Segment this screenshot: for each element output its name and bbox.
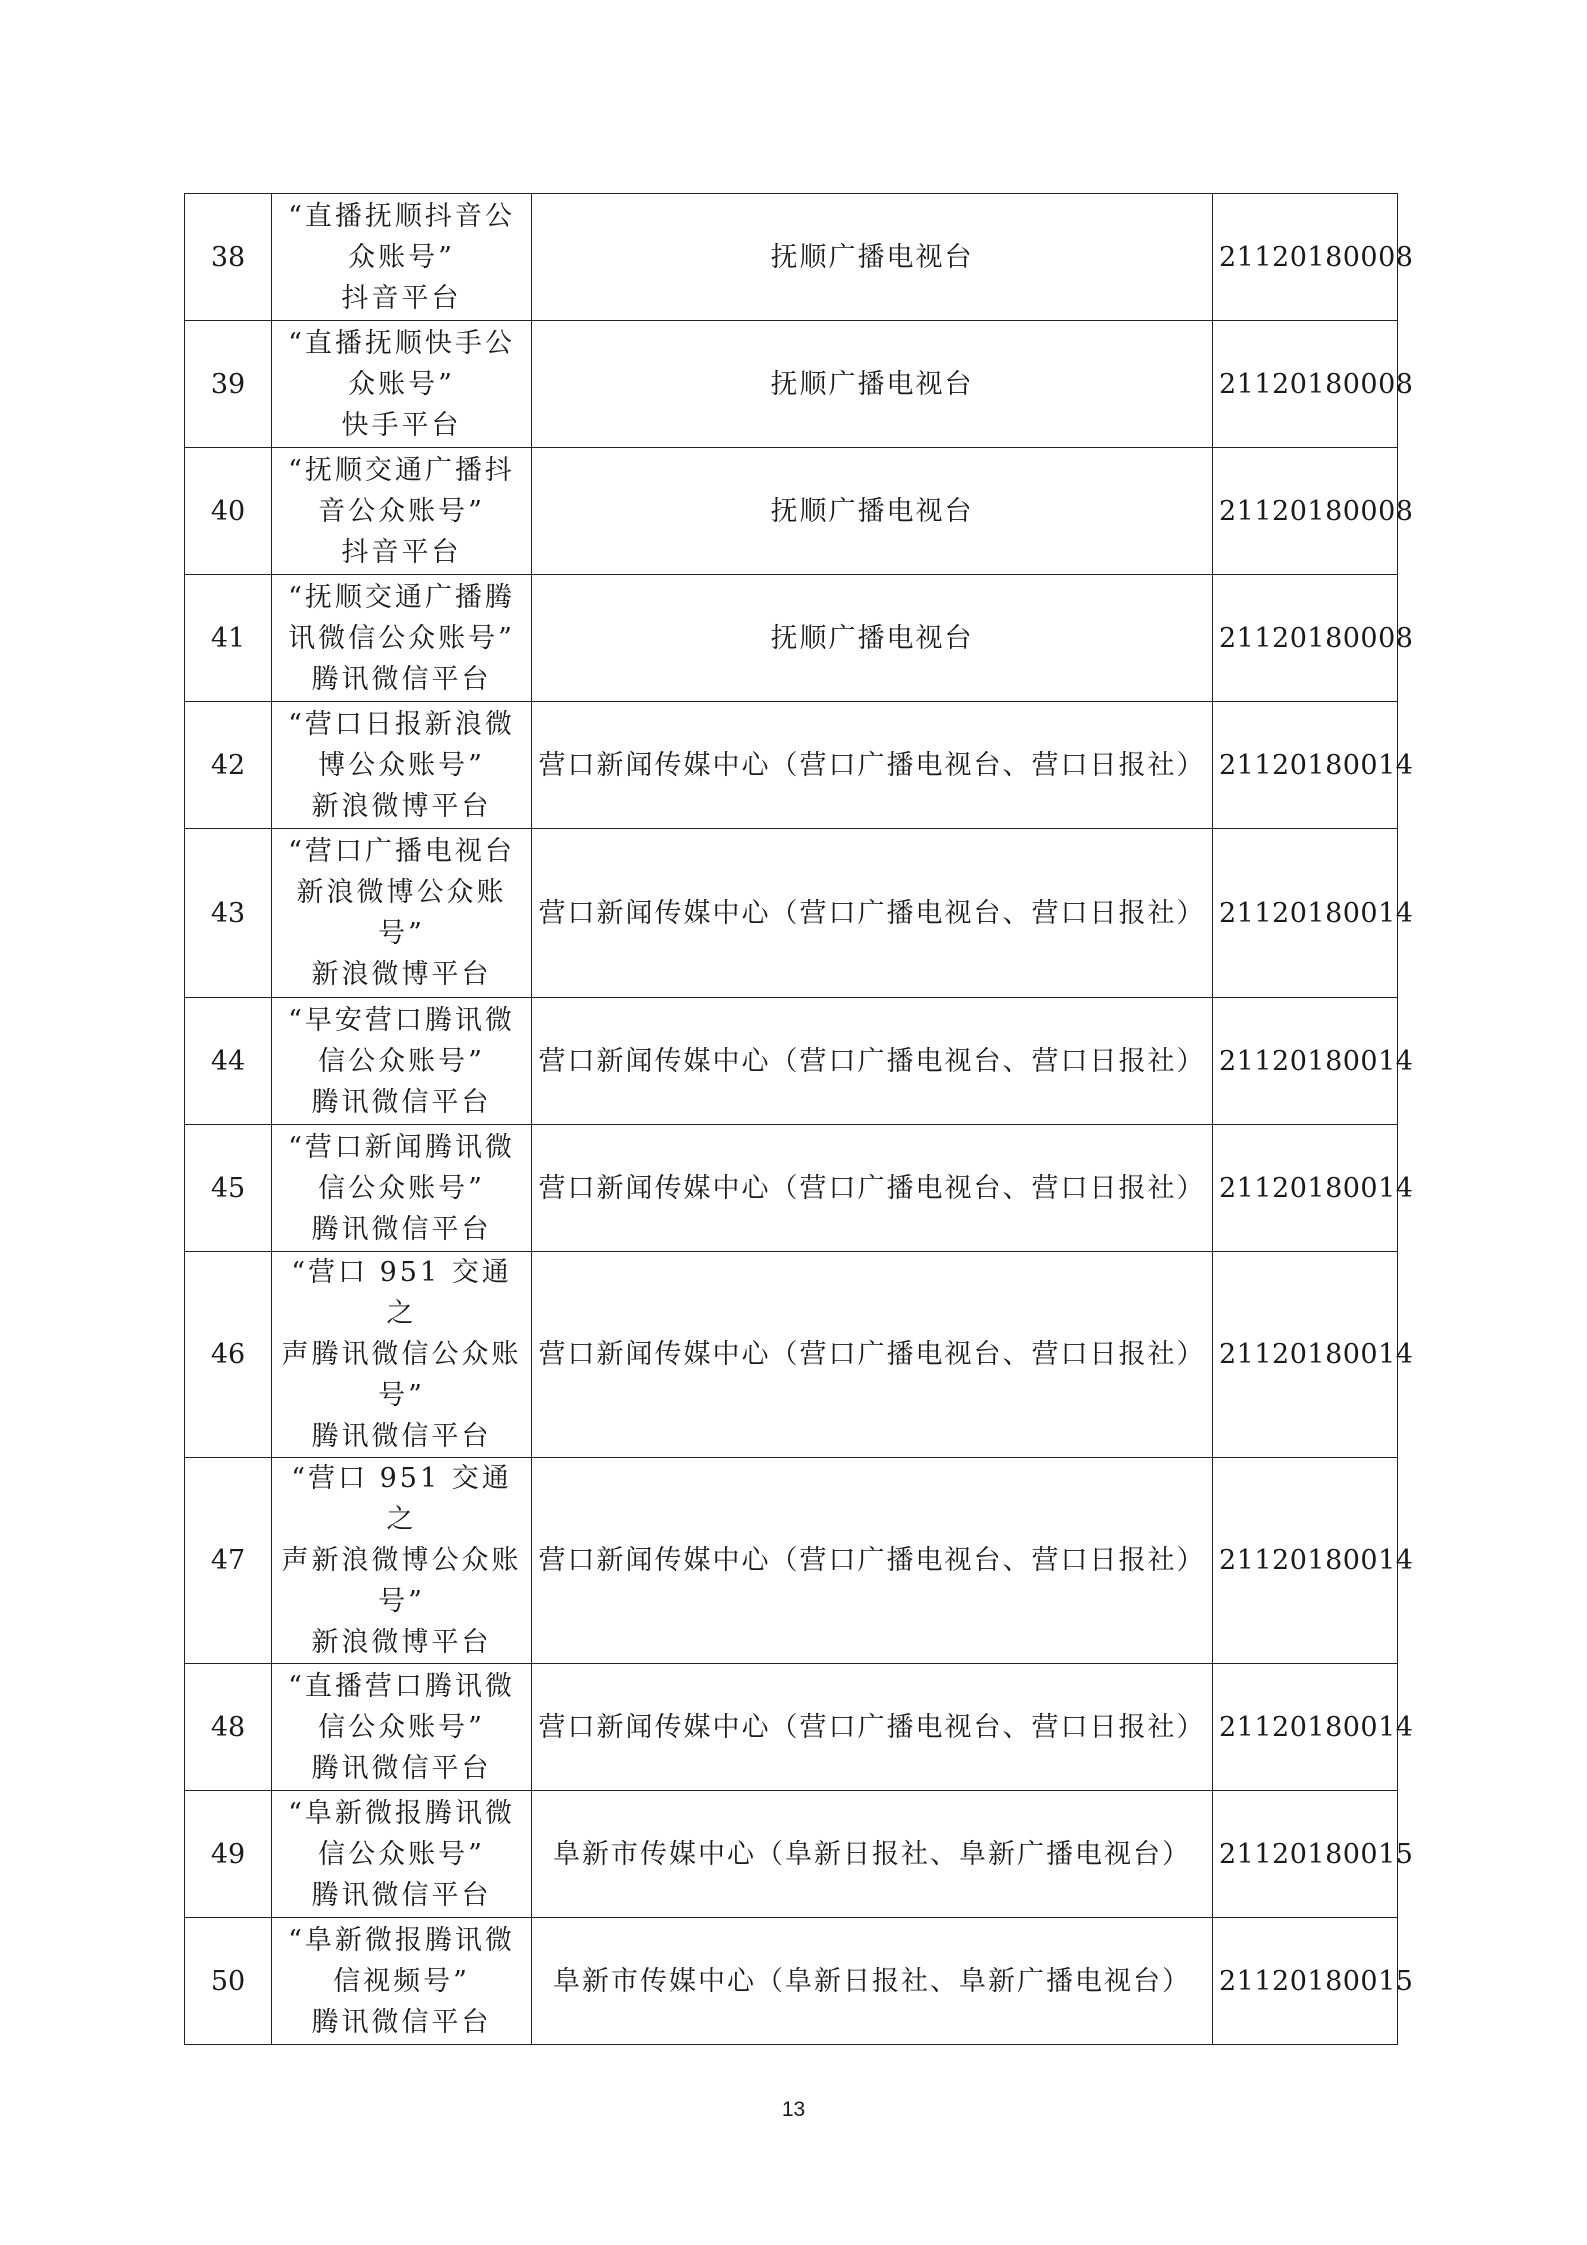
account-name-line: “营口 951 交通之: [291, 1463, 512, 1535]
license-code-cell: 21120180014: [1213, 1458, 1398, 1664]
account-name-line: 众账号”: [348, 241, 455, 273]
account-name-cell: [272, 1125, 532, 1252]
license-code-cell: 21120180015: [1213, 1791, 1398, 1918]
row-number: 49: [185, 1791, 272, 1918]
account-name-line: 信公众账号”: [318, 1172, 485, 1204]
page-number: 13: [781, 2098, 806, 2121]
account-name-cell: [272, 1918, 532, 2045]
license-code-cell: 21120180008: [1213, 194, 1398, 321]
license-code-cell: 21120180014: [1213, 702, 1398, 829]
account-name-line: 讯微信公众账号”: [288, 622, 515, 654]
organization-cell: 阜新市传媒中心（阜新日报社、阜新广播电视台）: [532, 1791, 1213, 1918]
license-code-cell: 21120180014: [1213, 998, 1398, 1125]
table-row: [185, 702, 1398, 829]
account-name-line: 新浪微博平台: [311, 1627, 492, 1658]
table-row: [185, 829, 1398, 998]
account-name-cell: [272, 448, 532, 575]
row-number: 46: [185, 1252, 272, 1458]
account-name-cell: [272, 194, 532, 321]
account-name-line: 腾讯微信平台: [311, 1879, 492, 1911]
account-name-cell: [272, 1458, 532, 1664]
row-number: 40: [185, 448, 272, 575]
organization-cell: 营口新闻传媒中心（营口广播电视台、营口日报社）: [532, 1664, 1213, 1791]
account-name-line: 音公众账号”: [318, 495, 485, 527]
account-name-cell: [272, 1664, 532, 1791]
account-name-line: “阜新微报腾讯微: [288, 1797, 515, 1829]
account-name-line: 声腾讯微信公众账: [281, 1339, 522, 1370]
row-number: 42: [185, 702, 272, 829]
row-number: 45: [185, 1125, 272, 1252]
organization-cell: 营口新闻传媒中心（营口广播电视台、营口日报社）: [532, 1252, 1213, 1458]
account-name-line: 新浪微博平台: [311, 790, 492, 822]
table-row: [185, 1791, 1398, 1918]
row-number: 44: [185, 998, 272, 1125]
account-name-line: 腾讯微信平台: [311, 1213, 492, 1245]
account-name-line: “抚顺交通广播腾: [288, 581, 515, 613]
account-name-line: “营口 951 交通之: [291, 1257, 512, 1329]
account-table: [184, 193, 1414, 2045]
organization-cell: 阜新市传媒中心（阜新日报社、阜新广播电视台）: [532, 1918, 1213, 2045]
account-name-line: “抚顺交通广播抖: [288, 454, 515, 486]
account-name-line: 腾讯微信平台: [311, 1086, 492, 1118]
license-code-cell: 21120180008: [1213, 448, 1398, 575]
table-row: [185, 1664, 1398, 1791]
account-name-line: 信公众账号”: [318, 1045, 485, 1077]
row-number: 39: [185, 321, 272, 448]
license-code-cell: 21120180014: [1213, 829, 1398, 998]
row-number: 50: [185, 1918, 272, 2045]
account-name-line: 博公众账号”: [318, 749, 485, 781]
table-row: [185, 194, 1398, 321]
account-name-line: 新浪微博公众账: [296, 877, 507, 908]
organization-cell: 抚顺广播电视台: [532, 194, 1213, 321]
row-number: 48: [185, 1664, 272, 1791]
row-number: 47: [185, 1458, 272, 1664]
table-row: [185, 448, 1398, 575]
account-name-cell: [272, 321, 532, 448]
table-row: [185, 321, 1398, 448]
organization-cell: 营口新闻传媒中心（营口广播电视台、营口日报社）: [532, 1125, 1213, 1252]
license-code-cell: 21120180008: [1213, 575, 1398, 702]
table-row: [185, 575, 1398, 702]
account-name-cell: [272, 829, 532, 998]
row-number: 43: [185, 829, 272, 998]
account-name-line: “营口广播电视台: [288, 836, 515, 867]
account-name-line: “直播抚顺快手公: [288, 327, 515, 359]
account-name-line: 号”: [378, 1586, 425, 1617]
license-code-cell: 21120180014: [1213, 1252, 1398, 1458]
account-name-cell: [272, 575, 532, 702]
account-name-cell: [272, 702, 532, 829]
organization-cell: 营口新闻传媒中心（营口广播电视台、营口日报社）: [532, 702, 1213, 829]
table-row: [185, 1918, 1398, 2045]
account-name-line: 声新浪微博公众账: [281, 1545, 522, 1576]
account-name-cell: [272, 1252, 532, 1458]
account-name-line: 腾讯微信平台: [311, 663, 492, 695]
license-code-cell: 21120180014: [1213, 1125, 1398, 1252]
account-name-line: 腾讯微信平台: [311, 1421, 492, 1452]
account-table-body: [185, 194, 1414, 2045]
account-name-line: “阜新微报腾讯微: [288, 1924, 515, 1956]
license-code-cell: 21120180015: [1213, 1918, 1398, 2045]
account-name-line: 快手平台: [341, 409, 462, 441]
table-row: [185, 1252, 1398, 1458]
account-name-line: “早安营口腾讯微: [288, 1004, 515, 1036]
account-name-cell: [272, 1791, 532, 1918]
table-row: [185, 1458, 1398, 1664]
account-name-cell: [272, 998, 532, 1125]
account-name-line: “直播抚顺抖音公: [288, 200, 515, 232]
organization-cell: 抚顺广播电视台: [532, 575, 1213, 702]
account-name-line: 号”: [378, 1380, 425, 1411]
table-row: [185, 998, 1398, 1125]
row-number: 41: [185, 575, 272, 702]
license-code-cell: 21120180008: [1213, 321, 1398, 448]
account-name-line: “营口新闻腾讯微: [288, 1131, 515, 1163]
organization-cell: 营口新闻传媒中心（营口广播电视台、营口日报社）: [532, 1458, 1213, 1664]
account-name-line: “直播营口腾讯微: [288, 1670, 515, 1702]
account-name-line: 抖音平台: [341, 536, 462, 568]
account-name-line: 腾讯微信平台: [311, 1752, 492, 1784]
account-name-line: 信视频号”: [333, 1965, 470, 1997]
organization-cell: 营口新闻传媒中心（营口广播电视台、营口日报社）: [532, 829, 1213, 998]
account-name-line: 信公众账号”: [318, 1838, 485, 1870]
account-name-line: 号”: [378, 918, 425, 949]
account-name-line: 信公众账号”: [318, 1711, 485, 1743]
table-row: [185, 1125, 1398, 1252]
organization-cell: 营口新闻传媒中心（营口广播电视台、营口日报社）: [532, 998, 1213, 1125]
license-code-cell: 21120180014: [1213, 1664, 1398, 1791]
account-name-line: “营口日报新浪微: [288, 708, 515, 740]
account-name-line: 腾讯微信平台: [311, 2006, 492, 2038]
organization-cell: 抚顺广播电视台: [532, 448, 1213, 575]
account-name-line: 众账号”: [348, 368, 455, 400]
row-number: 38: [185, 194, 272, 321]
organization-cell: 抚顺广播电视台: [532, 321, 1213, 448]
account-name-line: 抖音平台: [341, 282, 462, 314]
account-name-line: 新浪微博平台: [311, 959, 492, 990]
